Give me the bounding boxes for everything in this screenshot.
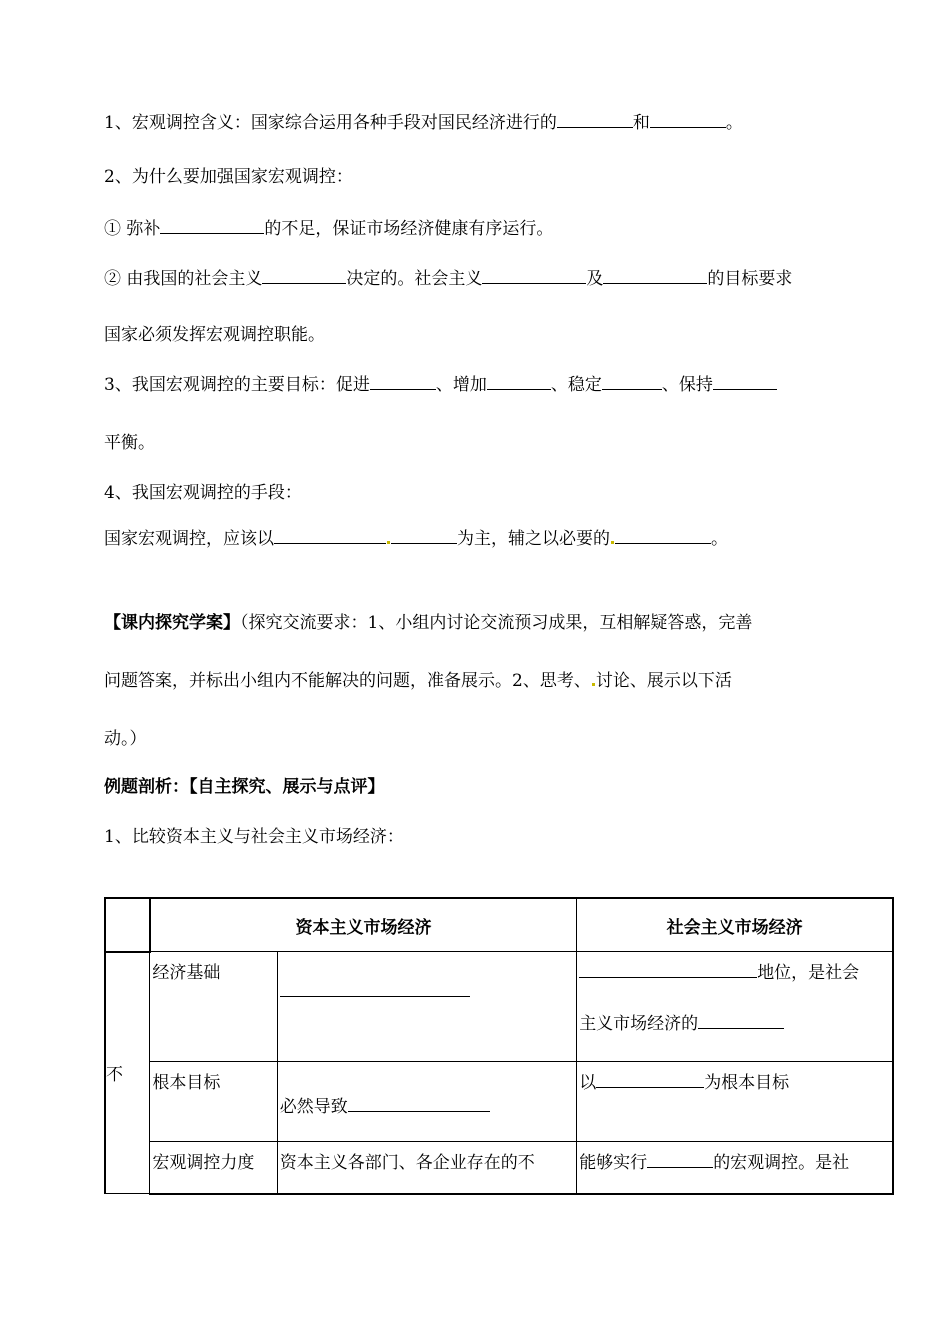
side-label: 不 xyxy=(105,952,150,1194)
blank[interactable] xyxy=(615,526,711,544)
example-title: 例题剖析：【自主探究、展示与点评】 xyxy=(104,777,385,797)
row-label-regulation-strength: 宏观调控力度 xyxy=(150,1142,277,1194)
blank[interactable] xyxy=(391,526,457,544)
blank[interactable] xyxy=(274,526,386,544)
question-2b: ② 由我国的社会主义 决定的。社会主义 及 的目标要求 xyxy=(104,264,792,289)
section-intro-2: 问题答案，并标出小组内不能解决的问题，准备展示。2、思考、 讨论、展示以下活 xyxy=(104,671,732,691)
blank[interactable] xyxy=(487,372,551,390)
cell-capitalist-fundamental-goal: 必然导致 xyxy=(277,1062,576,1142)
cell-capitalist-economic-basis xyxy=(277,952,576,1062)
example-question-1: 1、比较资本主义与社会主义市场经济： xyxy=(104,827,404,847)
blank[interactable] xyxy=(602,372,662,390)
blank[interactable] xyxy=(482,266,586,284)
cell-socialist-fundamental-goal: 以 为根本目标 xyxy=(577,1062,893,1142)
blank[interactable] xyxy=(280,996,470,997)
table-row xyxy=(105,1142,893,1194)
table-row xyxy=(105,952,893,1062)
section-intro-1: 【课内探究学案】（探究交流要求：1、小组内讨论交流预习成果，互相解疑答惑，完善 xyxy=(104,613,753,633)
question-2: 2、为什么要加强国家宏观调控： xyxy=(104,167,353,187)
table-header-row xyxy=(105,898,893,952)
header-socialist: 社会主义市场经济 xyxy=(577,898,893,952)
question-4-line: 国家宏观调控，应该以 为主，辅之以必要的 。 xyxy=(104,524,728,549)
row-label-economic-basis: 经济基础 xyxy=(150,952,277,1062)
question-1: 1、宏观调控含义：国家综合运用各种手段对国民经济进行的 和 。 xyxy=(104,108,743,133)
blank[interactable] xyxy=(698,1011,784,1029)
blank[interactable] xyxy=(579,960,757,978)
blank[interactable] xyxy=(348,1094,490,1112)
question-3: 3、我国宏观调控的主要目标：促进 、增加 、稳定 、保持 xyxy=(104,370,777,395)
mark-dot xyxy=(592,683,595,686)
table-corner-cell xyxy=(105,898,150,952)
row-label-fundamental-goal: 根本目标 xyxy=(150,1062,277,1142)
blank[interactable] xyxy=(713,372,777,390)
question-3-continued: 平衡。 xyxy=(104,433,155,453)
blank[interactable] xyxy=(262,266,346,284)
question-2b-continued: 国家必须发挥宏观调控职能。 xyxy=(104,325,325,345)
question-4: 4、我国宏观调控的手段： xyxy=(104,483,302,503)
cell-socialist-regulation-strength: 能够实行 的宏观调控。是社 xyxy=(577,1142,893,1194)
section-title: 【课内探究学案】 xyxy=(104,613,240,633)
section-intro-3: 动。） xyxy=(104,729,147,749)
mark-dot xyxy=(387,541,390,544)
header-capitalist: 资本主义市场经济 xyxy=(150,898,577,952)
blank[interactable] xyxy=(557,110,633,128)
blank[interactable] xyxy=(603,266,707,284)
question-2a: ① 弥补 的不足，保证市场经济健康有序运行。 xyxy=(104,214,553,239)
mark-dot xyxy=(611,541,614,544)
blank[interactable] xyxy=(647,1150,713,1168)
cell-socialist-economic-basis: 地位，是社会 主义市场经济的 xyxy=(577,952,893,1062)
blank[interactable] xyxy=(370,372,436,390)
table-row xyxy=(105,1062,893,1142)
blank[interactable] xyxy=(650,110,726,128)
comparison-table xyxy=(104,897,894,1195)
cell-capitalist-regulation-strength: 资本主义各部门、各企业存在的不 xyxy=(277,1142,576,1194)
blank[interactable] xyxy=(160,216,264,234)
blank[interactable] xyxy=(596,1070,704,1088)
